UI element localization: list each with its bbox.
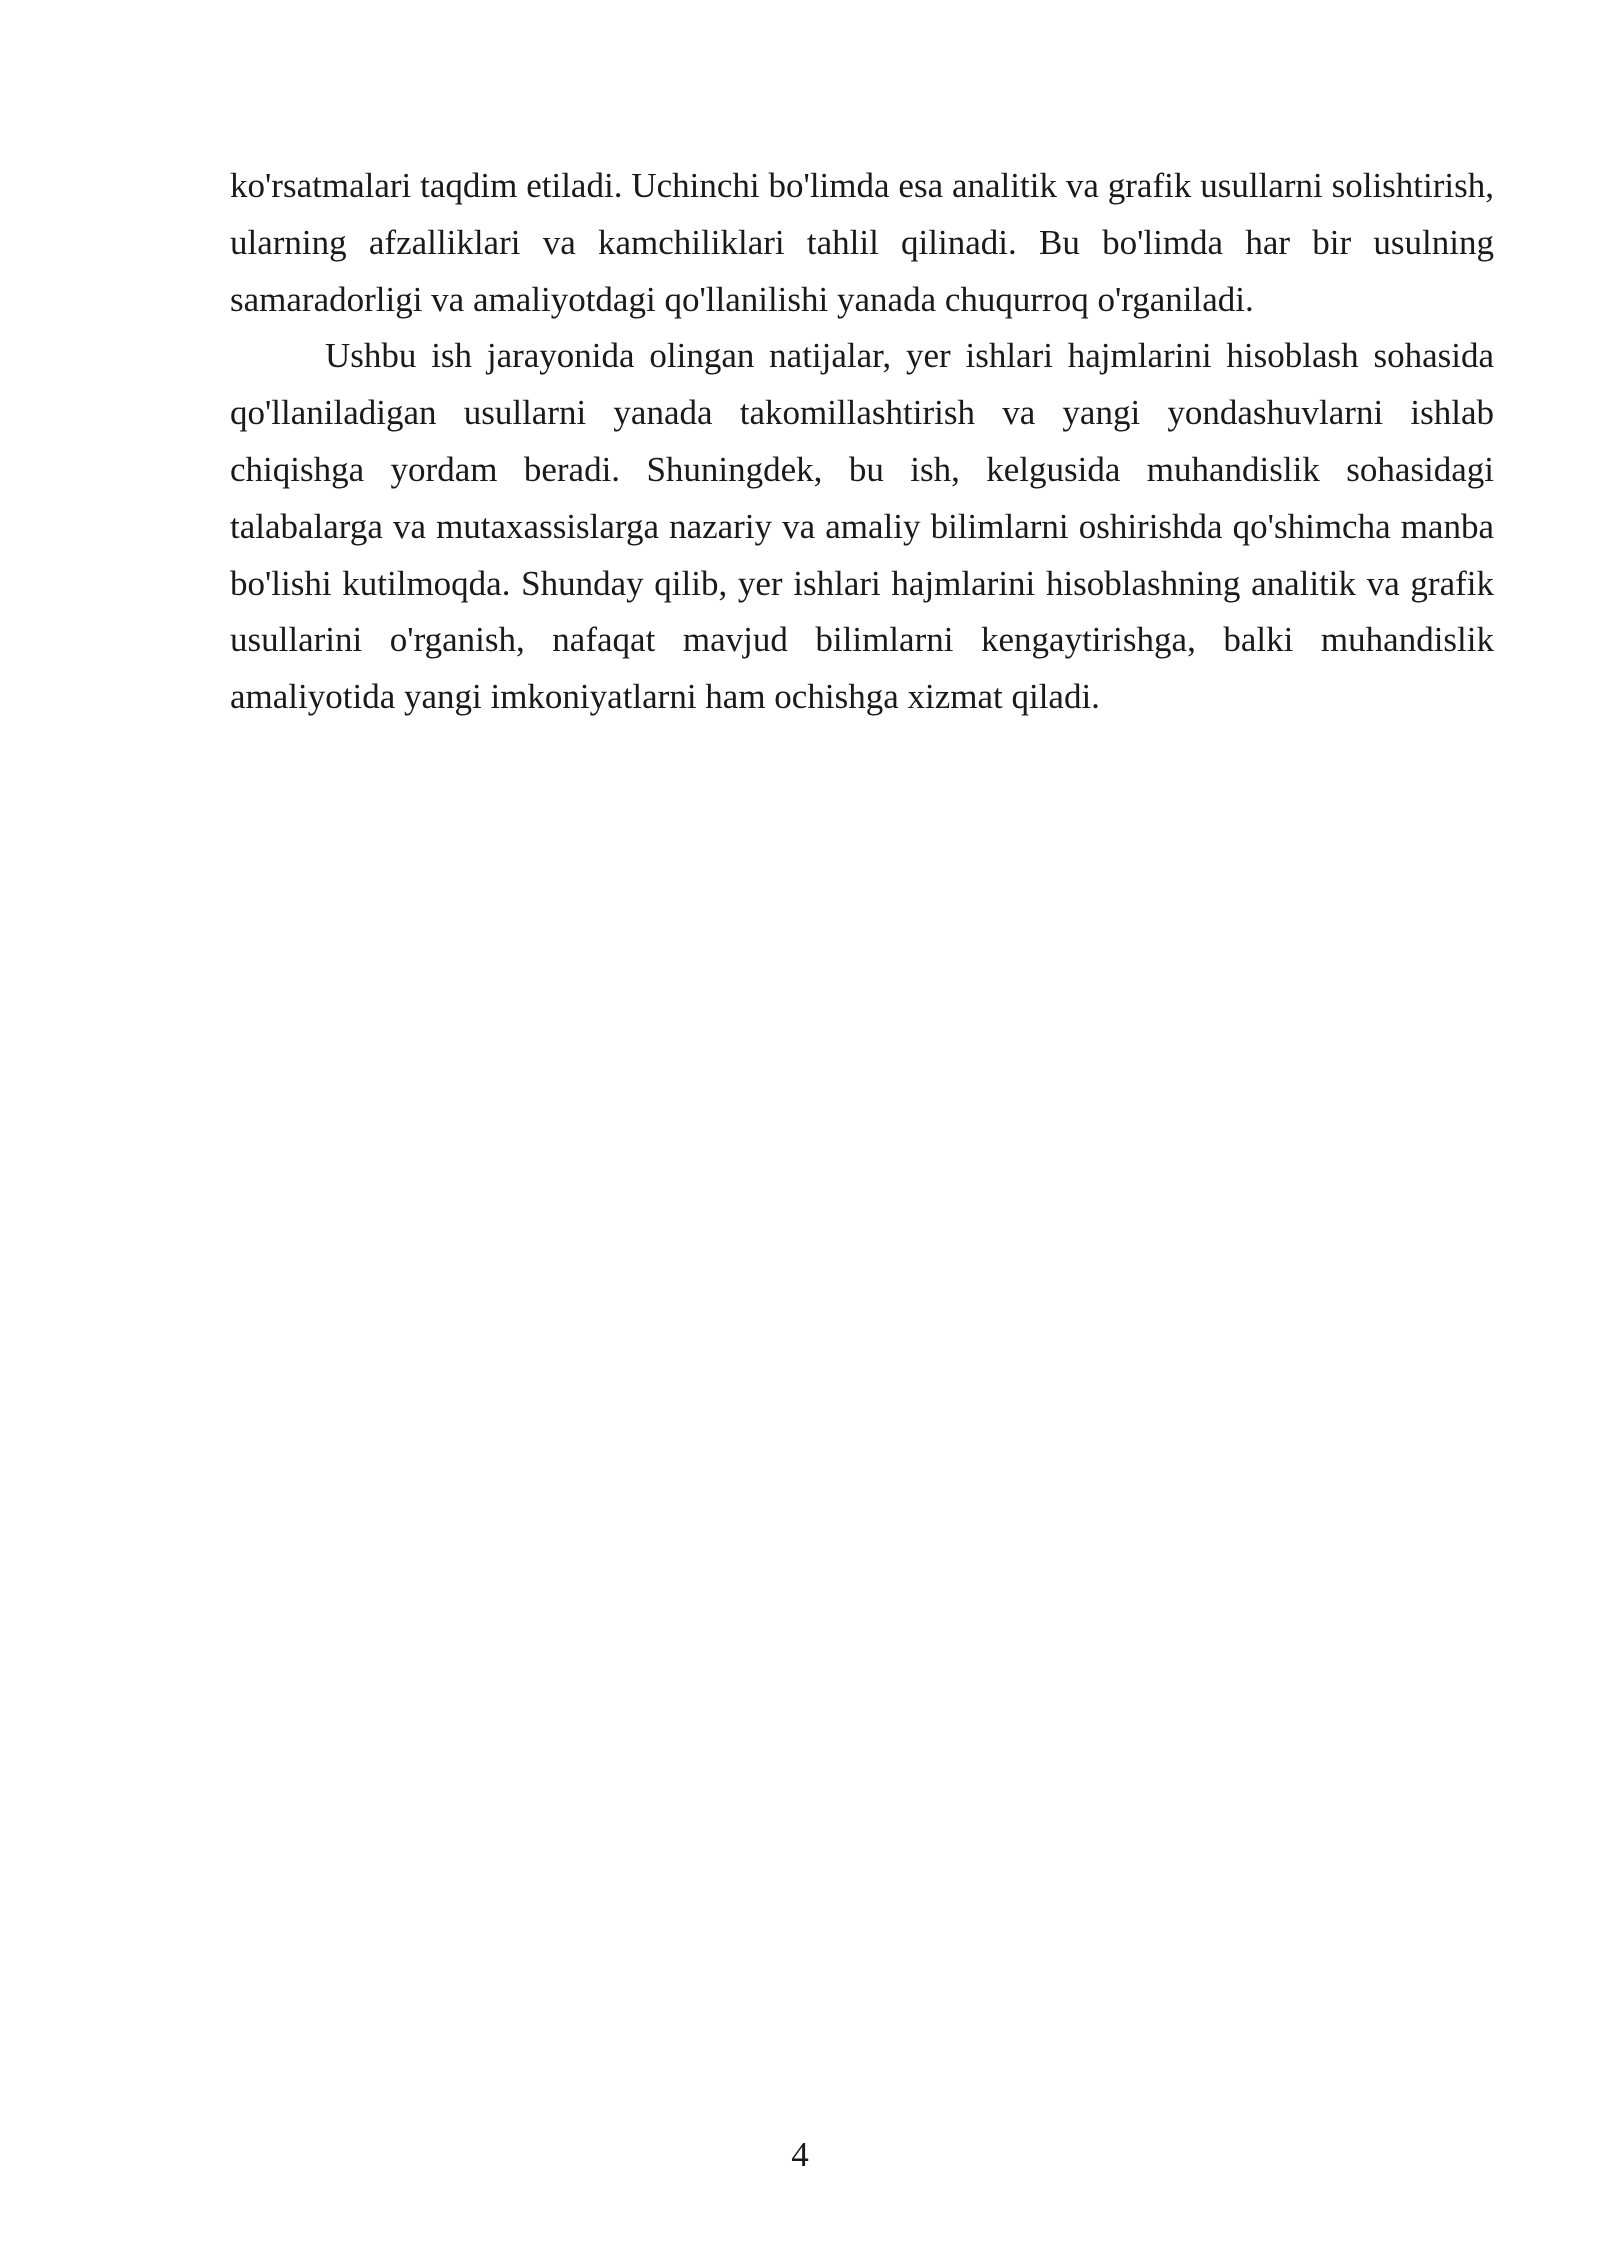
paragraph-continuation: ko'rsatmalari taqdim etiladi. Uchinchi bo'limda esa analitik va grafik usullarni solishtirish, ularning afzalliklari va kamchiliklari tahlil qilinadi. Bu bo'limda har bir usulning samaradorligi va amaliyotdagi qo'llanilishi yanada chuqurroq o'rganiladi. xyxy=(230,166,1494,319)
paragraph-conclusion: Ushbu ish jarayonida olingan natijalar, yer ishlari hajmlarini hisoblash sohasida qo'llaniladigan usullarni yanada takomillashtirish va yangi yondashuvlarni ishlab chiqishga yordam beradi. Shuningdek, bu ish, kelgusida muhandislik sohasidagi talabalarga va mutaxassislarga nazariy va amaliy bilimlarni oshirishda qo'shimcha manba bo'lishi kutilmoqda. Shunday qilib, yer ishlari hajmlarini hisoblashning analitik va grafik usullarini o'rganish, nafaqat mavjud bilimlarni kengaytirishga, balki muhandislik amaliyotida yangi imkoniyatlarni ham ochishga xizmat qiladi. xyxy=(230,336,1494,717)
body-text xyxy=(230,158,1494,726)
page-number: 4 xyxy=(791,2135,809,2174)
